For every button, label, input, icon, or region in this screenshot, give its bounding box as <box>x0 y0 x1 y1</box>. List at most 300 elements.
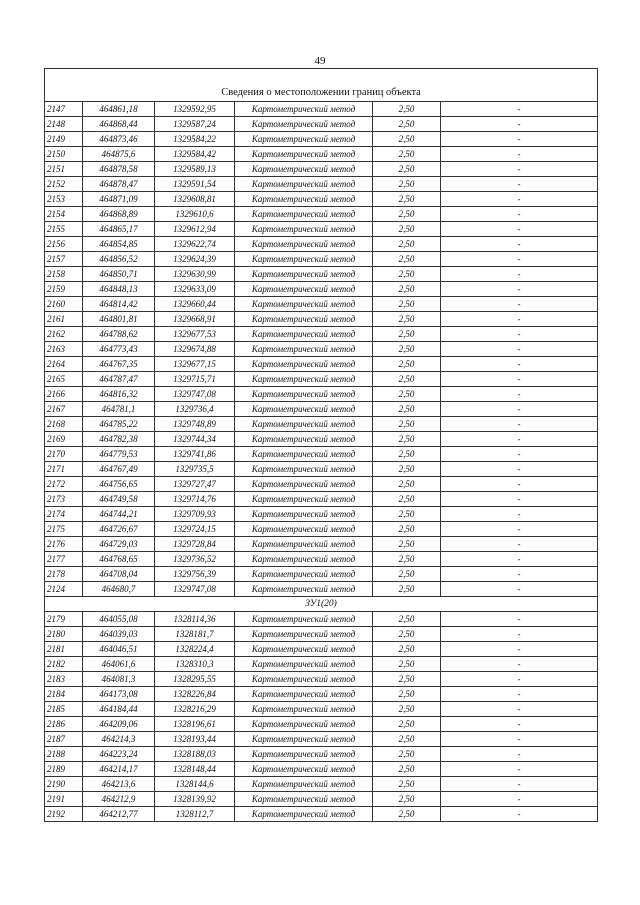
description-cell: - <box>441 162 598 177</box>
coord-x-cell: 464744,21 <box>83 507 155 522</box>
coord-x-cell: 464868,89 <box>83 207 155 222</box>
method-cell: Картометрический метод <box>235 177 373 192</box>
coord-y-cell: 1328226,84 <box>155 687 235 702</box>
point-number-cell: 2158 <box>45 267 83 282</box>
table-row <box>45 297 598 312</box>
coord-y-cell: 1329608,81 <box>155 192 235 207</box>
section-label: ЗУ1(20) <box>45 597 598 612</box>
coord-y-cell: 1328139,92 <box>155 792 235 807</box>
description-cell: - <box>441 387 598 402</box>
description-cell: - <box>441 447 598 462</box>
coord-x-cell: 464081,3 <box>83 672 155 687</box>
point-number-cell: 2178 <box>45 567 83 582</box>
coord-y-cell: 1329584,42 <box>155 147 235 162</box>
method-cell: Картометрический метод <box>235 282 373 297</box>
accuracy-cell: 2,50 <box>373 567 441 582</box>
coord-y-cell: 1329741,86 <box>155 447 235 462</box>
description-cell: - <box>441 807 598 822</box>
description-cell: - <box>441 462 598 477</box>
coord-x-cell: 464773,43 <box>83 342 155 357</box>
table-row <box>45 267 598 282</box>
coord-y-cell: 1329668,91 <box>155 312 235 327</box>
table-row <box>45 372 598 387</box>
method-cell: Картометрический метод <box>235 462 373 477</box>
table-row <box>45 717 598 732</box>
coord-y-cell: 1329735,5 <box>155 462 235 477</box>
description-cell: - <box>441 402 598 417</box>
method-cell: Картометрический метод <box>235 162 373 177</box>
coord-x-cell: 464781,1 <box>83 402 155 417</box>
accuracy-cell: 2,50 <box>373 552 441 567</box>
accuracy-cell: 2,50 <box>373 372 441 387</box>
coord-y-cell: 1329714,76 <box>155 492 235 507</box>
description-cell: - <box>441 417 598 432</box>
coord-x-cell: 464861,18 <box>83 102 155 117</box>
table-row <box>45 747 598 762</box>
description-cell: - <box>441 267 598 282</box>
point-number-cell: 2170 <box>45 447 83 462</box>
coord-y-cell: 1329587,24 <box>155 117 235 132</box>
method-cell: Картометрический метод <box>235 657 373 672</box>
coord-x-cell: 464878,58 <box>83 162 155 177</box>
point-number-cell: 2166 <box>45 387 83 402</box>
table-row <box>45 147 598 162</box>
coord-y-cell: 1328224,4 <box>155 642 235 657</box>
table-row <box>45 627 598 642</box>
coord-y-cell: 1329727,47 <box>155 477 235 492</box>
coord-y-cell: 1328144,6 <box>155 777 235 792</box>
point-number-cell: 2182 <box>45 657 83 672</box>
description-cell: - <box>441 657 598 672</box>
point-number-cell: 2174 <box>45 507 83 522</box>
accuracy-cell: 2,50 <box>373 687 441 702</box>
coord-x-cell: 464756,65 <box>83 477 155 492</box>
coord-y-cell: 1329747,08 <box>155 582 235 597</box>
method-cell: Картометрический метод <box>235 582 373 597</box>
point-number-cell: 2155 <box>45 222 83 237</box>
point-number-cell: 2162 <box>45 327 83 342</box>
method-cell: Картометрический метод <box>235 717 373 732</box>
point-number-cell: 2179 <box>45 612 83 627</box>
accuracy-cell: 2,50 <box>373 357 441 372</box>
coord-y-cell: 1329677,15 <box>155 357 235 372</box>
description-cell: - <box>441 147 598 162</box>
coord-y-cell: 1329633,09 <box>155 282 235 297</box>
description-cell: - <box>441 552 598 567</box>
coord-x-cell: 464873,46 <box>83 132 155 147</box>
coord-y-cell: 1329622,74 <box>155 237 235 252</box>
point-number-cell: 2175 <box>45 522 83 537</box>
description-cell: - <box>441 522 598 537</box>
accuracy-cell: 2,50 <box>373 327 441 342</box>
coord-y-cell: 1329610,6 <box>155 207 235 222</box>
accuracy-cell: 2,50 <box>373 762 441 777</box>
method-cell: Картометрический метод <box>235 117 373 132</box>
method-cell: Картометрический метод <box>235 432 373 447</box>
coord-y-cell: 1328310,3 <box>155 657 235 672</box>
coord-x-cell: 464184,44 <box>83 702 155 717</box>
coord-x-cell: 464055,08 <box>83 612 155 627</box>
accuracy-cell: 2,50 <box>373 447 441 462</box>
accuracy-cell: 2,50 <box>373 222 441 237</box>
table-row <box>45 537 598 552</box>
point-number-cell: 2149 <box>45 132 83 147</box>
description-cell: - <box>441 762 598 777</box>
table-row <box>45 477 598 492</box>
method-cell: Картометрический метод <box>235 147 373 162</box>
point-number-cell: 2169 <box>45 432 83 447</box>
accuracy-cell: 2,50 <box>373 297 441 312</box>
coord-y-cell: 1329756,39 <box>155 567 235 582</box>
description-cell: - <box>441 357 598 372</box>
coord-y-cell: 1329612,94 <box>155 222 235 237</box>
description-cell: - <box>441 642 598 657</box>
method-cell: Картометрический метод <box>235 237 373 252</box>
description-cell: - <box>441 222 598 237</box>
method-cell: Картометрический метод <box>235 132 373 147</box>
method-cell: Картометрический метод <box>235 627 373 642</box>
description-cell: - <box>441 537 598 552</box>
accuracy-cell: 2,50 <box>373 162 441 177</box>
accuracy-cell: 2,50 <box>373 282 441 297</box>
accuracy-cell: 2,50 <box>373 582 441 597</box>
coord-y-cell: 1329630,99 <box>155 267 235 282</box>
method-cell: Картометрический метод <box>235 777 373 792</box>
coord-y-cell: 1329589,13 <box>155 162 235 177</box>
point-number-cell: 2186 <box>45 717 83 732</box>
accuracy-cell: 2,50 <box>373 432 441 447</box>
table-row <box>45 342 598 357</box>
coord-x-cell: 464767,35 <box>83 357 155 372</box>
coord-y-cell: 1329591,54 <box>155 177 235 192</box>
point-number-cell: 2181 <box>45 642 83 657</box>
method-cell: Картометрический метод <box>235 372 373 387</box>
method-cell: Картометрический метод <box>235 357 373 372</box>
description-cell: - <box>441 777 598 792</box>
coord-y-cell: 1329747,08 <box>155 387 235 402</box>
coord-y-cell: 1329736,4 <box>155 402 235 417</box>
point-number-cell: 2163 <box>45 342 83 357</box>
coord-x-cell: 464871,09 <box>83 192 155 207</box>
description-cell: - <box>441 177 598 192</box>
method-cell: Картометрический метод <box>235 252 373 267</box>
coord-x-cell: 464214,3 <box>83 732 155 747</box>
description-cell: - <box>441 327 598 342</box>
table-row <box>45 462 598 477</box>
coord-x-cell: 464726,67 <box>83 522 155 537</box>
description-cell: - <box>441 132 598 147</box>
accuracy-cell: 2,50 <box>373 612 441 627</box>
description-cell: - <box>441 612 598 627</box>
coord-x-cell: 464214,17 <box>83 762 155 777</box>
table-row <box>45 132 598 147</box>
point-number-cell: 2167 <box>45 402 83 417</box>
description-cell: - <box>441 687 598 702</box>
method-cell: Картометрический метод <box>235 102 373 117</box>
method-cell: Картометрический метод <box>235 222 373 237</box>
method-cell: Картометрический метод <box>235 447 373 462</box>
accuracy-cell: 2,50 <box>373 747 441 762</box>
description-cell: - <box>441 702 598 717</box>
accuracy-cell: 2,50 <box>373 777 441 792</box>
coord-x-cell: 464787,47 <box>83 372 155 387</box>
accuracy-cell: 2,50 <box>373 417 441 432</box>
coord-y-cell: 1329715,71 <box>155 372 235 387</box>
description-cell: - <box>441 237 598 252</box>
accuracy-cell: 2,50 <box>373 342 441 357</box>
coord-y-cell: 1329724,15 <box>155 522 235 537</box>
coord-x-cell: 464729,03 <box>83 537 155 552</box>
accuracy-cell: 2,50 <box>373 672 441 687</box>
table-row <box>45 447 598 462</box>
accuracy-cell: 2,50 <box>373 807 441 822</box>
coord-x-cell: 464785,22 <box>83 417 155 432</box>
coord-x-cell: 464856,52 <box>83 252 155 267</box>
accuracy-cell: 2,50 <box>373 492 441 507</box>
method-cell: Картометрический метод <box>235 732 373 747</box>
description-cell: - <box>441 342 598 357</box>
table-row <box>45 117 598 132</box>
coord-x-cell: 464061,6 <box>83 657 155 672</box>
accuracy-cell: 2,50 <box>373 192 441 207</box>
coord-x-cell: 464173,08 <box>83 687 155 702</box>
accuracy-cell: 2,50 <box>373 252 441 267</box>
coord-x-cell: 464212,9 <box>83 792 155 807</box>
description-cell: - <box>441 117 598 132</box>
point-number-cell: 2161 <box>45 312 83 327</box>
accuracy-cell: 2,50 <box>373 117 441 132</box>
accuracy-cell: 2,50 <box>373 147 441 162</box>
method-cell: Картометрический метод <box>235 207 373 222</box>
method-cell: Картометрический метод <box>235 567 373 582</box>
table-row <box>45 732 598 747</box>
coord-x-cell: 464223,24 <box>83 747 155 762</box>
coord-y-cell: 1328295,55 <box>155 672 235 687</box>
table-row <box>45 327 598 342</box>
accuracy-cell: 2,50 <box>373 312 441 327</box>
coord-x-cell: 464708,04 <box>83 567 155 582</box>
description-cell: - <box>441 312 598 327</box>
table-row <box>45 762 598 777</box>
method-cell: Картометрический метод <box>235 402 373 417</box>
table-row <box>45 492 598 507</box>
method-cell: Картометрический метод <box>235 387 373 402</box>
coord-y-cell: 1328114,36 <box>155 612 235 627</box>
table-title-row <box>45 69 598 102</box>
coord-y-cell: 1328193,44 <box>155 732 235 747</box>
coord-x-cell: 464680,7 <box>83 582 155 597</box>
method-cell: Картометрический метод <box>235 552 373 567</box>
table-row <box>45 282 598 297</box>
table-row <box>45 672 598 687</box>
method-cell: Картометрический метод <box>235 537 373 552</box>
coord-x-cell: 464768,65 <box>83 552 155 567</box>
point-number-cell: 2190 <box>45 777 83 792</box>
table-row <box>45 567 598 582</box>
table-row <box>45 102 598 117</box>
description-cell: - <box>441 627 598 642</box>
method-cell: Картометрический метод <box>235 342 373 357</box>
table-row <box>45 312 598 327</box>
method-cell: Картометрический метод <box>235 312 373 327</box>
description-cell: - <box>441 282 598 297</box>
accuracy-cell: 2,50 <box>373 387 441 402</box>
point-number-cell: 2157 <box>45 252 83 267</box>
table-title: Сведения о местоположении границ объекта <box>45 69 598 102</box>
table-row <box>45 612 598 627</box>
table-row <box>45 432 598 447</box>
coord-x-cell: 464209,06 <box>83 717 155 732</box>
coord-x-cell: 464212,77 <box>83 807 155 822</box>
coord-x-cell: 464854,85 <box>83 237 155 252</box>
description-cell: - <box>441 507 598 522</box>
coord-x-cell: 464749,58 <box>83 492 155 507</box>
coord-x-cell: 464868,44 <box>83 117 155 132</box>
description-cell: - <box>441 717 598 732</box>
description-cell: - <box>441 492 598 507</box>
accuracy-cell: 2,50 <box>373 792 441 807</box>
point-number-cell: 2171 <box>45 462 83 477</box>
coord-y-cell: 1328196,61 <box>155 717 235 732</box>
point-number-cell: 2147 <box>45 102 83 117</box>
coord-x-cell: 464875,6 <box>83 147 155 162</box>
method-cell: Картометрический метод <box>235 747 373 762</box>
coord-x-cell: 464850,71 <box>83 267 155 282</box>
coord-y-cell: 1329677,53 <box>155 327 235 342</box>
accuracy-cell: 2,50 <box>373 402 441 417</box>
point-number-cell: 2150 <box>45 147 83 162</box>
point-number-cell: 2185 <box>45 702 83 717</box>
description-cell: - <box>441 732 598 747</box>
coord-x-cell: 464767,49 <box>83 462 155 477</box>
accuracy-cell: 2,50 <box>373 102 441 117</box>
coord-x-cell: 464801,81 <box>83 312 155 327</box>
point-number-cell: 2173 <box>45 492 83 507</box>
coord-y-cell: 1328148,44 <box>155 762 235 777</box>
point-number-cell: 2187 <box>45 732 83 747</box>
point-number-cell: 2151 <box>45 162 83 177</box>
table-row <box>45 237 598 252</box>
point-number-cell: 2148 <box>45 117 83 132</box>
table-row <box>45 222 598 237</box>
accuracy-cell: 2,50 <box>373 537 441 552</box>
coord-y-cell: 1328216,29 <box>155 702 235 717</box>
method-cell: Картометрический метод <box>235 522 373 537</box>
description-cell: - <box>441 567 598 582</box>
table-row <box>45 162 598 177</box>
table-row <box>45 252 598 267</box>
method-cell: Картометрический метод <box>235 267 373 282</box>
table-row <box>45 357 598 372</box>
point-number-cell: 2165 <box>45 372 83 387</box>
coord-x-cell: 464878,47 <box>83 177 155 192</box>
point-number-cell: 2184 <box>45 687 83 702</box>
coord-x-cell: 464848,13 <box>83 282 155 297</box>
coord-y-cell: 1329624,39 <box>155 252 235 267</box>
table-row <box>45 387 598 402</box>
point-number-cell: 2152 <box>45 177 83 192</box>
accuracy-cell: 2,50 <box>373 657 441 672</box>
coord-y-cell: 1329674,88 <box>155 342 235 357</box>
table-row <box>45 642 598 657</box>
accuracy-cell: 2,50 <box>373 207 441 222</box>
method-cell: Картометрический метод <box>235 297 373 312</box>
coord-y-cell: 1329728,84 <box>155 537 235 552</box>
table-row <box>45 582 598 597</box>
table-row <box>45 702 598 717</box>
coord-y-cell: 1329709,93 <box>155 507 235 522</box>
point-number-cell: 2160 <box>45 297 83 312</box>
method-cell: Картометрический метод <box>235 672 373 687</box>
description-cell: - <box>441 672 598 687</box>
accuracy-cell: 2,50 <box>373 237 441 252</box>
accuracy-cell: 2,50 <box>373 477 441 492</box>
method-cell: Картометрический метод <box>235 702 373 717</box>
point-number-cell: 2176 <box>45 537 83 552</box>
accuracy-cell: 2,50 <box>373 732 441 747</box>
point-number-cell: 2154 <box>45 207 83 222</box>
method-cell: Картометрический метод <box>235 492 373 507</box>
section-row <box>45 597 598 612</box>
coord-x-cell: 464039,03 <box>83 627 155 642</box>
method-cell: Картометрический метод <box>235 507 373 522</box>
method-cell: Картометрический метод <box>235 807 373 822</box>
coord-y-cell: 1329744,34 <box>155 432 235 447</box>
coord-x-cell: 464865,17 <box>83 222 155 237</box>
accuracy-cell: 2,50 <box>373 177 441 192</box>
accuracy-cell: 2,50 <box>373 522 441 537</box>
table-row <box>45 177 598 192</box>
description-cell: - <box>441 792 598 807</box>
coord-y-cell: 1328188,03 <box>155 747 235 762</box>
point-number-cell: 2164 <box>45 357 83 372</box>
table-row <box>45 687 598 702</box>
accuracy-cell: 2,50 <box>373 267 441 282</box>
accuracy-cell: 2,50 <box>373 507 441 522</box>
boundary-coordinates-table <box>44 68 598 822</box>
method-cell: Картометрический метод <box>235 687 373 702</box>
description-cell: - <box>441 372 598 387</box>
coord-y-cell: 1329748,89 <box>155 417 235 432</box>
point-number-cell: 2153 <box>45 192 83 207</box>
point-number-cell: 2192 <box>45 807 83 822</box>
accuracy-cell: 2,50 <box>373 627 441 642</box>
description-cell: - <box>441 297 598 312</box>
table-row <box>45 402 598 417</box>
description-cell: - <box>441 207 598 222</box>
description-cell: - <box>441 252 598 267</box>
method-cell: Картометрический метод <box>235 327 373 342</box>
accuracy-cell: 2,50 <box>373 642 441 657</box>
coord-y-cell: 1329660,44 <box>155 297 235 312</box>
description-cell: - <box>441 102 598 117</box>
table-row <box>45 552 598 567</box>
accuracy-cell: 2,50 <box>373 717 441 732</box>
description-cell: - <box>441 192 598 207</box>
point-number-cell: 2191 <box>45 792 83 807</box>
coord-x-cell: 464213,6 <box>83 777 155 792</box>
coord-x-cell: 464046,51 <box>83 642 155 657</box>
point-number-cell: 2189 <box>45 762 83 777</box>
coord-x-cell: 464816,32 <box>83 387 155 402</box>
method-cell: Картометрический метод <box>235 762 373 777</box>
point-number-cell: 2180 <box>45 627 83 642</box>
point-number-cell: 2188 <box>45 747 83 762</box>
point-number-cell: 2172 <box>45 477 83 492</box>
coord-y-cell: 1328181,7 <box>155 627 235 642</box>
accuracy-cell: 2,50 <box>373 702 441 717</box>
point-number-cell: 2159 <box>45 282 83 297</box>
